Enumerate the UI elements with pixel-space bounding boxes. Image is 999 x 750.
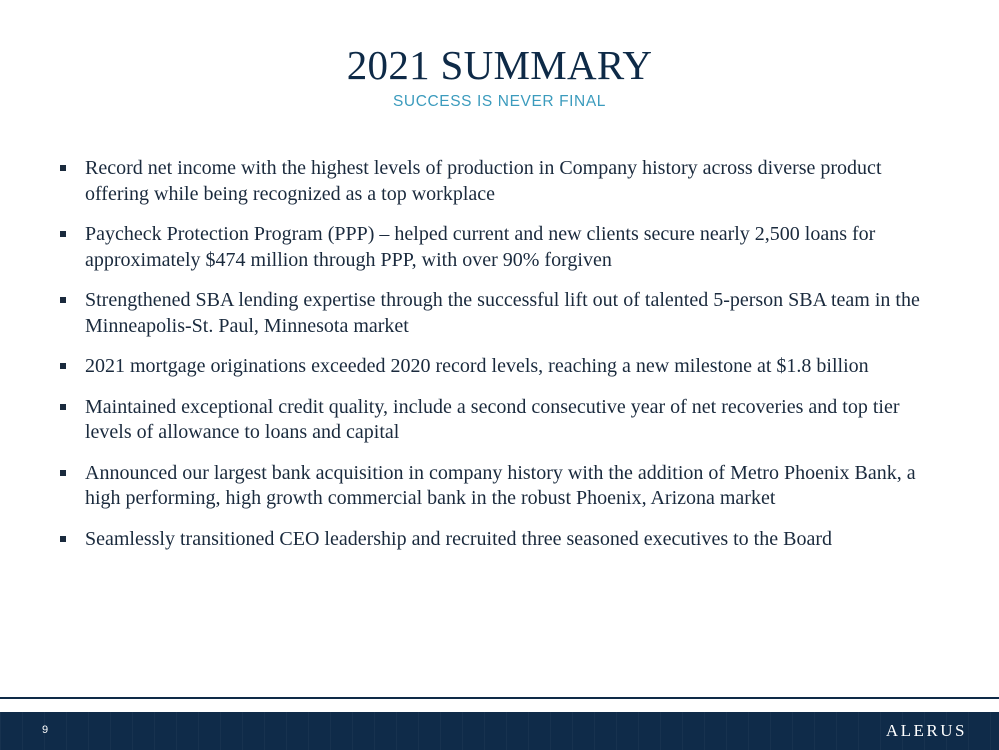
bullet-text: Seamlessly transitioned CEO leadership and recruited three seasoned executives to the Board <box>85 527 832 550</box>
bullet-item <box>60 288 940 339</box>
bullet-item <box>60 461 940 512</box>
footer-bar <box>0 712 999 750</box>
alerus-logo: ALERUS <box>885 721 967 740</box>
bullet-text: Strengthened SBA lending expertise through the successful lift out of talented 5-person SBA team in the Minneapolis-St. Paul, Minnesota market <box>85 289 920 337</box>
bullet-text: Paycheck Protection Program (PPP) – helped current and new clients secure nearly 2,500 loans for approximately $474 million through PPP, with over 90% forgiven <box>85 223 876 271</box>
bullet-list <box>60 156 940 567</box>
square-bullet-icon <box>60 297 66 303</box>
bullet-item <box>60 354 940 380</box>
bullet-text: 2021 mortgage originations exceeded 2020 record levels, reaching a new milestone at $1.8 billion <box>85 355 869 377</box>
square-bullet-icon <box>60 231 66 237</box>
slide-subtitle: SUCCESS IS NEVER FINAL <box>392 93 607 110</box>
page-number: 9 <box>42 724 49 736</box>
footer-divider <box>0 697 999 699</box>
square-bullet-icon <box>60 470 66 476</box>
bullet-item <box>60 527 940 553</box>
square-bullet-icon <box>60 536 66 542</box>
bullet-item <box>60 395 940 446</box>
square-bullet-icon <box>60 165 66 171</box>
square-bullet-icon <box>60 404 66 410</box>
bullet-text: Record net income with the highest levels of production in Company history across diverse product offering while being recognized as a top workplace <box>85 157 882 205</box>
bullet-text: Maintained exceptional credit quality, include a second consecutive year of net recoveries and top tier levels of allowance to loans and capital <box>85 395 900 443</box>
bullet-text: Announced our largest bank acquisition in company history with the addition of Metro Phoenix Bank, a high performing, high growth commercial bank in the robust Phoenix, Arizona market <box>85 461 916 509</box>
square-bullet-icon <box>60 363 66 369</box>
bullet-item <box>60 156 940 207</box>
slide-title: 2021 SUMMARY <box>346 42 653 88</box>
bullet-item <box>60 222 940 273</box>
